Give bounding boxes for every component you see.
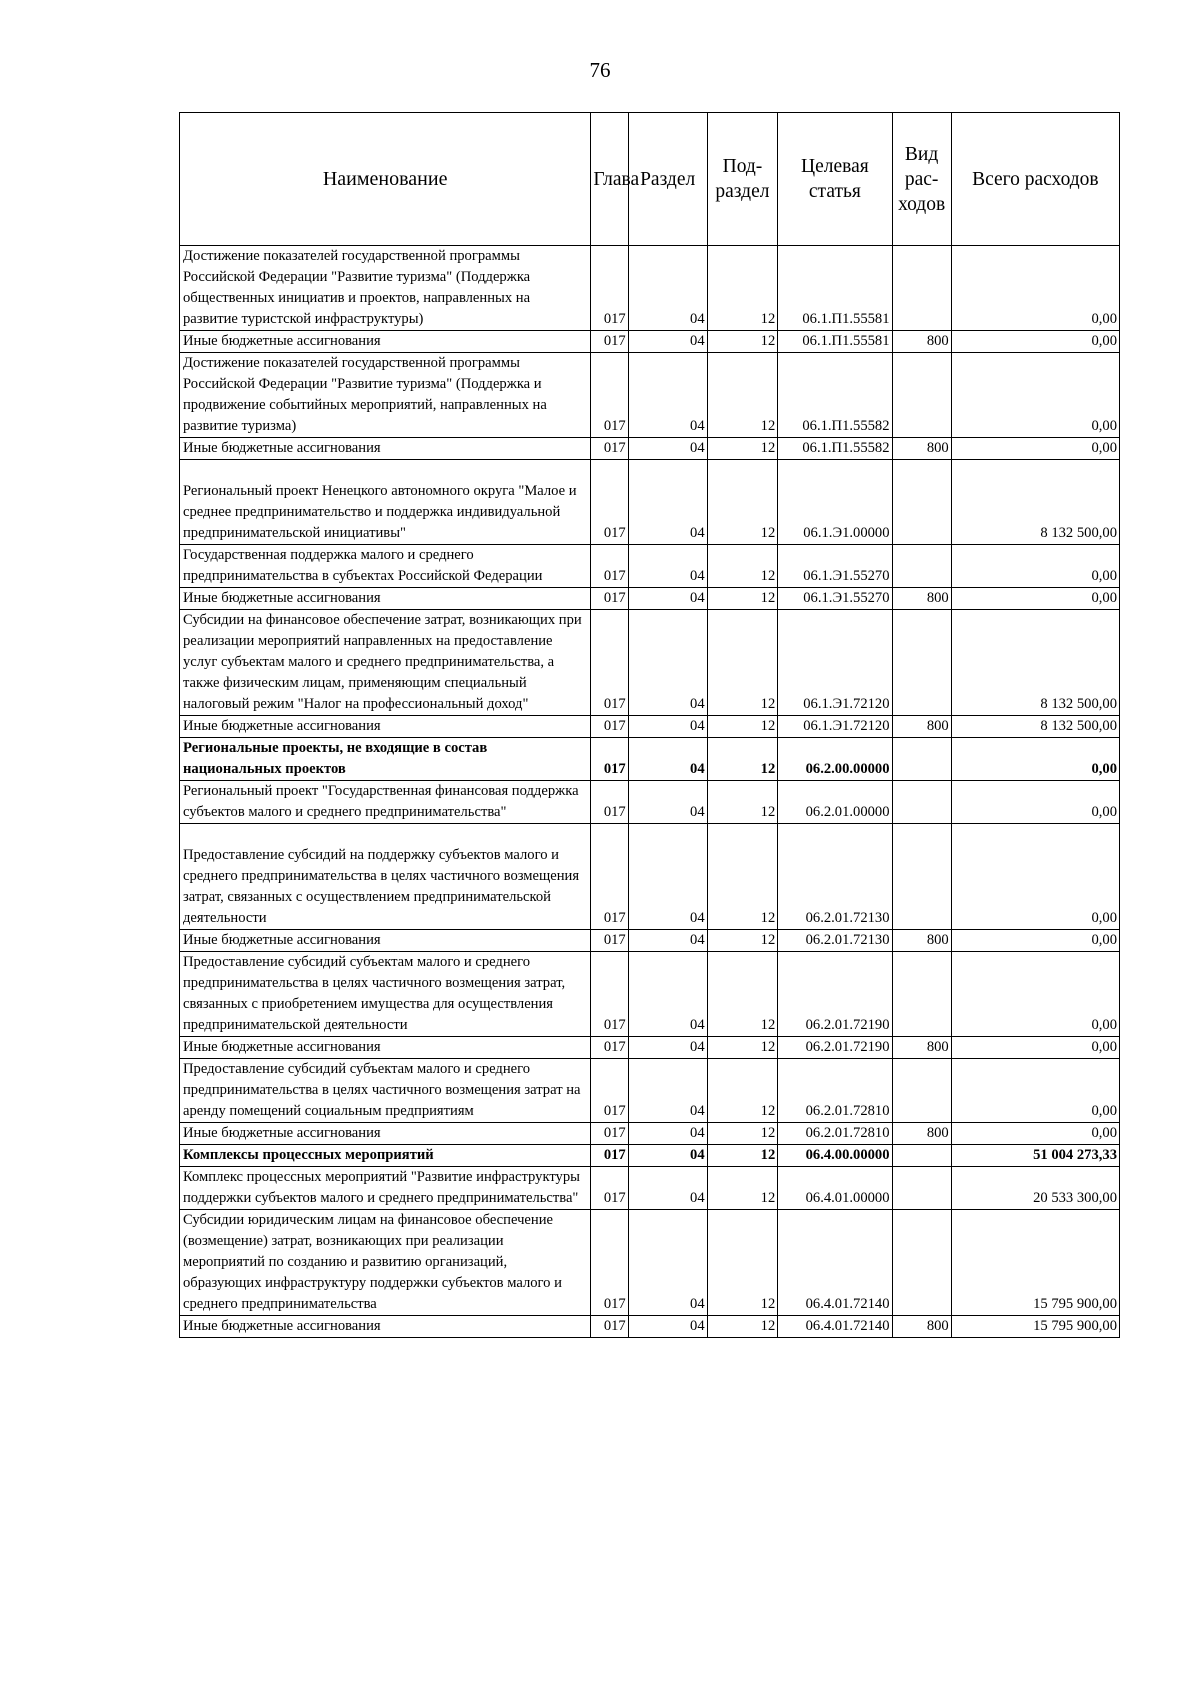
cell-name: Иные бюджетные ассигнования xyxy=(180,930,591,952)
table-row xyxy=(180,781,1120,824)
cell-vid xyxy=(892,353,951,438)
cell-statya: 06.4.01.72140 xyxy=(778,1316,892,1338)
cell-name: Иные бюджетные ассигнования xyxy=(180,1123,591,1145)
header-glava: Глава xyxy=(591,113,628,246)
cell-glava: 017 xyxy=(591,1145,628,1167)
cell-podrazdel: 12 xyxy=(707,1123,778,1145)
cell-glava: 017 xyxy=(591,438,628,460)
cell-razdel: 04 xyxy=(628,246,707,331)
cell-glava: 017 xyxy=(591,588,628,610)
cell-total: 15 795 900,00 xyxy=(951,1210,1119,1316)
cell-razdel: 04 xyxy=(628,610,707,716)
cell-vid xyxy=(892,1145,951,1167)
cell-vid: 800 xyxy=(892,1037,951,1059)
cell-name: Предоставление субсидий субъектам малого и среднего предпринимательства в целях частичного возмещения затрат, связанных с приобретением имущества для осуществления предпринимательской деятельности xyxy=(180,952,591,1037)
cell-glava: 017 xyxy=(591,716,628,738)
table-row xyxy=(180,610,1120,716)
cell-glava: 017 xyxy=(591,460,628,545)
cell-vid xyxy=(892,610,951,716)
table-row xyxy=(180,1167,1120,1210)
cell-razdel: 04 xyxy=(628,438,707,460)
cell-vid xyxy=(892,246,951,331)
cell-name: Достижение показателей государственной программы Российской Федерации "Развитие туризма" (Поддержка общественных инициатив и проектов, направленных на развитие туристской инфраструктуры) xyxy=(180,246,591,331)
table-row xyxy=(180,246,1120,331)
cell-name: Достижение показателей государственной программы Российской Федерации "Развитие туризма" (Поддержка и продвижение событийных мероприятий, направленных на развитие туризма) xyxy=(180,353,591,438)
cell-vid xyxy=(892,824,951,930)
cell-podrazdel: 12 xyxy=(707,1167,778,1210)
table-row xyxy=(180,331,1120,353)
table-header xyxy=(180,113,1120,246)
table-row xyxy=(180,1316,1120,1338)
cell-total: 0,00 xyxy=(951,545,1119,588)
cell-razdel: 04 xyxy=(628,1167,707,1210)
cell-statya: 06.4.00.00000 xyxy=(778,1145,892,1167)
table-row xyxy=(180,438,1120,460)
cell-name: Государственная поддержка малого и среднего предпринимательства в субъектах Российской Федерации xyxy=(180,545,591,588)
cell-razdel: 04 xyxy=(628,1145,707,1167)
cell-podrazdel: 12 xyxy=(707,610,778,716)
table-row xyxy=(180,1123,1120,1145)
cell-name: Субсидии на финансовое обеспечение затрат, возникающих при реализации мероприятий направленных на предоставление услуг субъектам малого и среднего предпринимательства, а также физическим лицам, применяющим специальный налоговый режим "Налог на профессиональный доход" xyxy=(180,610,591,716)
cell-total: 0,00 xyxy=(951,930,1119,952)
cell-razdel: 04 xyxy=(628,738,707,781)
cell-name: Иные бюджетные ассигнования xyxy=(180,588,591,610)
cell-glava: 017 xyxy=(591,930,628,952)
cell-total: 0,00 xyxy=(951,738,1119,781)
header-row xyxy=(180,113,1120,246)
cell-name: Иные бюджетные ассигнования xyxy=(180,331,591,353)
table-row xyxy=(180,824,1120,930)
cell-total: 0,00 xyxy=(951,1123,1119,1145)
cell-statya: 06.4.01.72140 xyxy=(778,1210,892,1316)
cell-total: 0,00 xyxy=(951,824,1119,930)
table-row xyxy=(180,1037,1120,1059)
cell-podrazdel: 12 xyxy=(707,781,778,824)
cell-razdel: 04 xyxy=(628,1037,707,1059)
cell-total: 0,00 xyxy=(951,353,1119,438)
cell-glava: 017 xyxy=(591,1210,628,1316)
cell-vid: 800 xyxy=(892,930,951,952)
cell-name: Иные бюджетные ассигнования xyxy=(180,1037,591,1059)
header-vid: Вид рас- ходов xyxy=(892,113,951,246)
cell-total: 51 004 273,33 xyxy=(951,1145,1119,1167)
cell-name: Иные бюджетные ассигнования xyxy=(180,716,591,738)
cell-statya: 06.2.01.72810 xyxy=(778,1059,892,1123)
header-statya: Целевая статья xyxy=(778,113,892,246)
cell-podrazdel: 12 xyxy=(707,952,778,1037)
cell-podrazdel: 12 xyxy=(707,1037,778,1059)
cell-vid xyxy=(892,545,951,588)
cell-total: 0,00 xyxy=(951,1037,1119,1059)
cell-vid: 800 xyxy=(892,588,951,610)
table-row xyxy=(180,930,1120,952)
cell-podrazdel: 12 xyxy=(707,824,778,930)
cell-name: Региональный проект Ненецкого автономного округа "Малое и среднее предпринимательство и поддержка индивидуальной предпринимательской инициативы" xyxy=(180,460,591,545)
expenditure-table xyxy=(179,112,1120,1338)
cell-statya: 06.2.01.72130 xyxy=(778,824,892,930)
cell-vid: 800 xyxy=(892,438,951,460)
cell-glava: 017 xyxy=(591,331,628,353)
cell-statya: 06.2.01.72130 xyxy=(778,930,892,952)
cell-statya: 06.2.01.72190 xyxy=(778,1037,892,1059)
cell-total: 8 132 500,00 xyxy=(951,460,1119,545)
cell-statya: 06.2.01.72190 xyxy=(778,952,892,1037)
cell-glava: 017 xyxy=(591,1037,628,1059)
cell-statya: 06.2.01.72810 xyxy=(778,1123,892,1145)
cell-name: Региональные проекты, не входящие в состав национальных проектов xyxy=(180,738,591,781)
table-row xyxy=(180,588,1120,610)
cell-razdel: 04 xyxy=(628,331,707,353)
cell-statya: 06.2.01.00000 xyxy=(778,781,892,824)
cell-total: 0,00 xyxy=(951,1059,1119,1123)
cell-razdel: 04 xyxy=(628,781,707,824)
cell-vid xyxy=(892,781,951,824)
cell-glava: 017 xyxy=(591,610,628,716)
cell-razdel: 04 xyxy=(628,460,707,545)
cell-razdel: 04 xyxy=(628,1123,707,1145)
cell-name: Иные бюджетные ассигнования xyxy=(180,438,591,460)
table-body xyxy=(180,246,1120,1338)
table-row xyxy=(180,738,1120,781)
header-razdel: Раздел xyxy=(628,113,707,246)
cell-podrazdel: 12 xyxy=(707,353,778,438)
cell-statya: 06.1.П1.55582 xyxy=(778,353,892,438)
page-number: 76 xyxy=(589,58,611,82)
table-row xyxy=(180,460,1120,545)
cell-name: Иные бюджетные ассигнования xyxy=(180,1316,591,1338)
cell-razdel: 04 xyxy=(628,545,707,588)
cell-statya: 06.1.П1.55582 xyxy=(778,438,892,460)
cell-vid xyxy=(892,1210,951,1316)
cell-name: Региональный проект "Государственная финансовая поддержка субъектов малого и среднего предпринимательства" xyxy=(180,781,591,824)
cell-total: 8 132 500,00 xyxy=(951,716,1119,738)
cell-razdel: 04 xyxy=(628,716,707,738)
cell-podrazdel: 12 xyxy=(707,545,778,588)
cell-podrazdel: 12 xyxy=(707,1059,778,1123)
cell-total: 8 132 500,00 xyxy=(951,610,1119,716)
cell-glava: 017 xyxy=(591,353,628,438)
table-row xyxy=(180,353,1120,438)
cell-statya: 06.1.П1.55581 xyxy=(778,246,892,331)
cell-total: 0,00 xyxy=(951,246,1119,331)
cell-podrazdel: 12 xyxy=(707,588,778,610)
cell-razdel: 04 xyxy=(628,930,707,952)
cell-vid xyxy=(892,1167,951,1210)
cell-total: 0,00 xyxy=(951,331,1119,353)
cell-glava: 017 xyxy=(591,952,628,1037)
cell-name: Предоставление субсидий на поддержку субъектов малого и среднего предпринимательства в целях частичного возмещения затрат, связанных с осуществлением предпринимательской деятельности xyxy=(180,824,591,930)
cell-podrazdel: 12 xyxy=(707,460,778,545)
cell-total: 15 795 900,00 xyxy=(951,1316,1119,1338)
cell-podrazdel: 12 xyxy=(707,1210,778,1316)
cell-vid xyxy=(892,738,951,781)
table-row xyxy=(180,545,1120,588)
cell-glava: 017 xyxy=(591,824,628,930)
cell-name: Предоставление субсидий субъектам малого и среднего предпринимательства в целях частичного возмещения затрат на аренду помещений социальным предприятиям xyxy=(180,1059,591,1123)
cell-name: Комплекс процессных мероприятий "Развитие инфраструктуры поддержки субъектов малого и среднего предпринимательства" xyxy=(180,1167,591,1210)
cell-razdel: 04 xyxy=(628,1059,707,1123)
cell-podrazdel: 12 xyxy=(707,246,778,331)
cell-glava: 017 xyxy=(591,1167,628,1210)
cell-podrazdel: 12 xyxy=(707,1145,778,1167)
cell-razdel: 04 xyxy=(628,1210,707,1316)
cell-podrazdel: 12 xyxy=(707,1316,778,1338)
cell-podrazdel: 12 xyxy=(707,930,778,952)
cell-vid: 800 xyxy=(892,1123,951,1145)
cell-razdel: 04 xyxy=(628,353,707,438)
table-row xyxy=(180,1145,1120,1167)
cell-total: 0,00 xyxy=(951,588,1119,610)
cell-glava: 017 xyxy=(591,1123,628,1145)
cell-statya: 06.1.Э1.00000 xyxy=(778,460,892,545)
cell-glava: 017 xyxy=(591,246,628,331)
cell-podrazdel: 12 xyxy=(707,738,778,781)
cell-statya: 06.1.Э1.55270 xyxy=(778,588,892,610)
cell-name: Комплексы процессных мероприятий xyxy=(180,1145,591,1167)
table-row xyxy=(180,716,1120,738)
cell-glava: 017 xyxy=(591,1316,628,1338)
cell-glava: 017 xyxy=(591,1059,628,1123)
cell-statya: 06.1.Э1.72120 xyxy=(778,610,892,716)
cell-glava: 017 xyxy=(591,738,628,781)
cell-podrazdel: 12 xyxy=(707,716,778,738)
cell-podrazdel: 12 xyxy=(707,331,778,353)
cell-vid: 800 xyxy=(892,1316,951,1338)
cell-glava: 017 xyxy=(591,545,628,588)
cell-vid: 800 xyxy=(892,331,951,353)
header-name: Наименование xyxy=(180,113,591,246)
table-row xyxy=(180,1059,1120,1123)
cell-vid xyxy=(892,460,951,545)
table-row xyxy=(180,1210,1120,1316)
cell-total: 0,00 xyxy=(951,781,1119,824)
cell-statya: 06.4.01.00000 xyxy=(778,1167,892,1210)
cell-vid xyxy=(892,1059,951,1123)
header-total: Всего расходов xyxy=(951,113,1119,246)
cell-statya: 06.1.П1.55581 xyxy=(778,331,892,353)
cell-statya: 06.2.00.00000 xyxy=(778,738,892,781)
cell-razdel: 04 xyxy=(628,1316,707,1338)
header-podrazdel: Под- раздел xyxy=(707,113,778,246)
cell-razdel: 04 xyxy=(628,824,707,930)
cell-total: 0,00 xyxy=(951,438,1119,460)
cell-razdel: 04 xyxy=(628,952,707,1037)
cell-statya: 06.1.Э1.72120 xyxy=(778,716,892,738)
cell-podrazdel: 12 xyxy=(707,438,778,460)
cell-statya: 06.1.Э1.55270 xyxy=(778,545,892,588)
cell-name: Субсидии юридическим лицам на финансовое обеспечение (возмещение) затрат, возникающих при реализации мероприятий по созданию и развитию организаций, образующих инфраструктуру поддержки субъектов малого и среднего предпринимательства xyxy=(180,1210,591,1316)
cell-total: 0,00 xyxy=(951,952,1119,1037)
table-row xyxy=(180,952,1120,1037)
cell-total: 20 533 300,00 xyxy=(951,1167,1119,1210)
cell-vid xyxy=(892,952,951,1037)
cell-glava: 017 xyxy=(591,781,628,824)
cell-vid: 800 xyxy=(892,716,951,738)
cell-razdel: 04 xyxy=(628,588,707,610)
